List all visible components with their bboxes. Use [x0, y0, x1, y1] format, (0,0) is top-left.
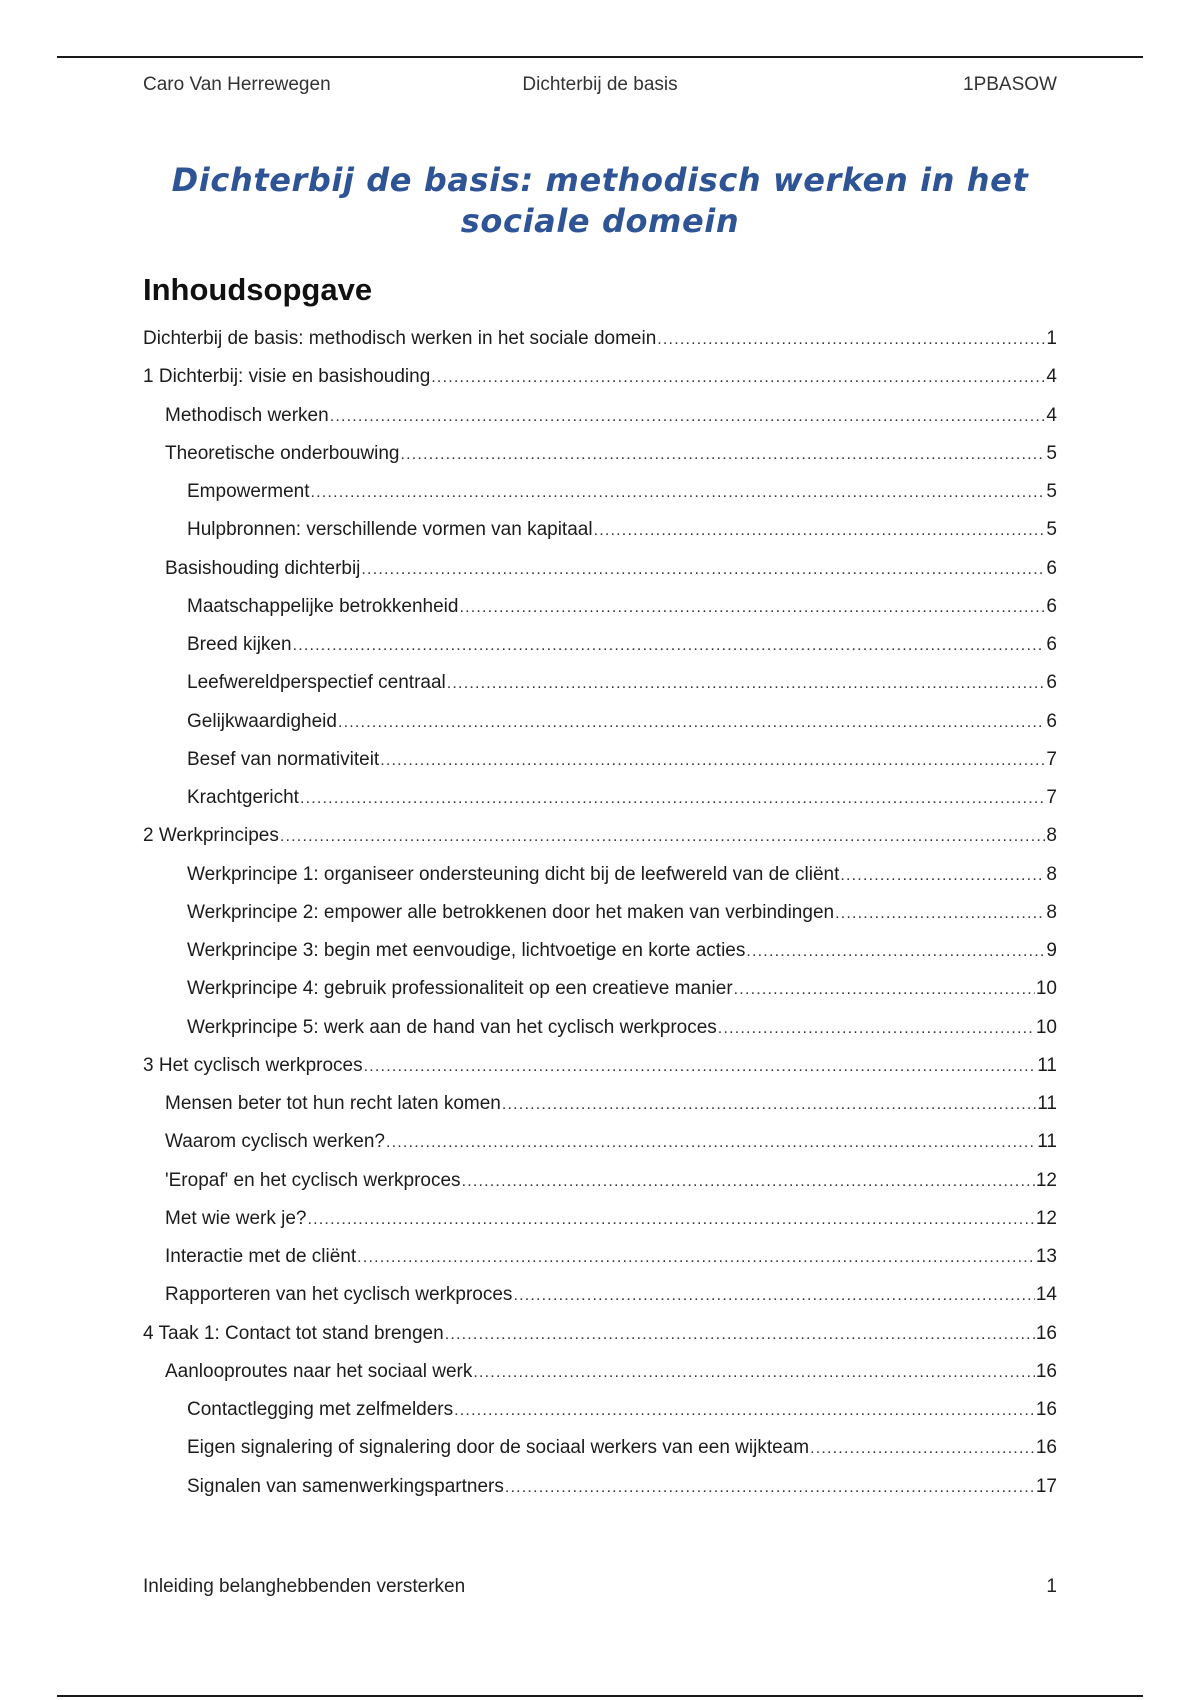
page-footer: [143, 1576, 1057, 1602]
toc-entry[interactable]: [165, 1359, 1057, 1385]
toc-dot-leader: [810, 1436, 1035, 1462]
toc-dot-leader: [386, 1130, 1036, 1156]
toc-entry[interactable]: [187, 976, 1057, 1002]
toc-entry[interactable]: [187, 785, 1057, 811]
toc-entry[interactable]: [165, 1129, 1057, 1155]
toc-entry-page: 6: [1046, 711, 1057, 732]
toc-dot-leader: [459, 595, 1045, 621]
toc-entry-page: 16: [1035, 1399, 1057, 1420]
toc-entry-page: 4: [1046, 366, 1057, 387]
toc-entry-label: Leefwereldperspectief centraal: [187, 672, 446, 693]
toc-entry[interactable]: [165, 1244, 1057, 1270]
toc-entry-page: 10: [1035, 1017, 1057, 1038]
toc-entry-label: Aanlooproutes naar het sociaal werk: [165, 1361, 473, 1382]
toc-entry-page: 6: [1046, 596, 1057, 617]
toc-entry-label: Werkprincipe 1: organiseer ondersteuning dicht bij de leefwereld van de cliënt: [187, 864, 840, 885]
toc-entry-label: Gelijkwaardigheid: [187, 711, 337, 732]
toc-entry[interactable]: [143, 1053, 1057, 1079]
toc-entry-label: Mensen beter tot hun recht laten komen: [165, 1093, 501, 1114]
toc-dot-leader: [454, 1398, 1035, 1424]
toc-entry-label: Krachtgericht: [187, 787, 299, 808]
toc-entry-page: 8: [1046, 864, 1057, 885]
toc-entry-page: 8: [1046, 902, 1057, 923]
toc-entry[interactable]: [187, 632, 1057, 658]
toc-entry[interactable]: [187, 479, 1057, 505]
toc-entry[interactable]: [143, 326, 1057, 352]
toc-entry-page: 5: [1046, 481, 1057, 502]
toc-entry[interactable]: [187, 594, 1057, 620]
toc-entry[interactable]: [143, 364, 1057, 390]
toc-entry[interactable]: [165, 1091, 1057, 1117]
toc-dot-leader: [473, 1360, 1035, 1386]
toc-entry-label: Hulpbronnen: verschillende vormen van kapitaal: [187, 519, 593, 540]
toc-entry-label: 'Eropaf' en het cyclisch werkproces: [165, 1170, 461, 1191]
toc-entry-label: Contactlegging met zelfmelders: [187, 1399, 454, 1420]
toc-entry-label: 4 Taak 1: Contact tot stand brengen: [143, 1323, 444, 1344]
toc-dot-leader: [502, 1092, 1036, 1118]
toc-dot-leader: [840, 863, 1045, 889]
toc-dot-leader: [594, 518, 1046, 544]
toc-entry-page: 16: [1035, 1437, 1057, 1458]
toc-entry[interactable]: [187, 862, 1057, 888]
footer-section-title: Inleiding belanghebbenden versterken: [143, 1576, 466, 1597]
toc-entry-page: 4: [1046, 405, 1057, 426]
toc-entry-page: 5: [1046, 519, 1057, 540]
toc-entry-page: 8: [1046, 825, 1057, 846]
toc-dot-leader: [308, 1207, 1035, 1233]
toc-entry-page: 6: [1046, 558, 1057, 579]
toc-dot-leader: [505, 1475, 1035, 1501]
footer-page-number: 1: [1046, 1576, 1057, 1597]
toc-dot-leader: [746, 939, 1045, 965]
toc-entry-label: Eigen signalering of signalering door de sociaal werkers van een wijkteam: [187, 1437, 810, 1458]
toc-entry-label: 2 Werkprincipes: [143, 825, 279, 846]
toc-dot-leader: [280, 824, 1046, 850]
toc-entry[interactable]: [187, 1015, 1057, 1041]
toc-entry-label: Interactie met de cliënt: [165, 1246, 357, 1267]
toc-dot-leader: [293, 633, 1046, 659]
toc-dot-leader: [718, 1016, 1035, 1042]
toc-entry-page: 14: [1035, 1284, 1057, 1305]
toc-entry-label: Werkprincipe 2: empower alle betrokkenen door het maken van verbindingen: [187, 902, 835, 923]
toc-dot-leader: [300, 786, 1045, 812]
toc-entry[interactable]: [187, 747, 1057, 773]
toc-dot-leader: [835, 901, 1045, 927]
toc-entry-page: 11: [1037, 1131, 1057, 1152]
toc-dot-leader: [357, 1245, 1035, 1271]
toc-dot-leader: [447, 671, 1046, 697]
toc-dot-leader: [513, 1283, 1034, 1309]
toc-dot-leader: [445, 1322, 1035, 1348]
toc-entry-label: Basishouding dichterbij: [165, 558, 361, 579]
toc-entry[interactable]: [187, 938, 1057, 964]
toc-entry[interactable]: [165, 441, 1057, 467]
toc-entry-page: 16: [1035, 1361, 1057, 1382]
toc-dot-leader: [361, 557, 1045, 583]
header-course-code: 1PBASOW: [963, 74, 1057, 95]
toc-entry-label: Rapporteren van het cyclisch werkproces: [165, 1284, 513, 1305]
toc-entry-page: 9: [1046, 940, 1057, 961]
toc-entry-label: Breed kijken: [187, 634, 292, 655]
toc-dot-leader: [657, 327, 1045, 353]
toc-dot-leader: [431, 365, 1045, 391]
toc-entry-label: Theoretische onderbouwing: [165, 443, 400, 464]
toc-entry-page: 11: [1037, 1093, 1057, 1114]
toc-dot-leader: [364, 1054, 1037, 1080]
toc-entry-label: Werkprincipe 5: werk aan de hand van het cyclisch werkproces: [187, 1017, 717, 1038]
toc-entry[interactable]: [143, 823, 1057, 849]
toc-entry-page: 10: [1035, 978, 1057, 999]
toc-entry-label: Maatschappelijke betrokkenheid: [187, 596, 459, 617]
toc-entry-label: Methodisch werken: [165, 405, 329, 426]
toc-dot-leader: [734, 977, 1035, 1003]
toc-dot-leader: [338, 710, 1045, 736]
toc-entry-label: Besef van normativiteit: [187, 749, 380, 770]
toc-entry-label: Met wie werk je?: [165, 1208, 307, 1229]
toc-entry-label: 1 Dichterbij: visie en basishouding: [143, 366, 431, 387]
toc-entry[interactable]: [165, 556, 1057, 582]
toc-entry-page: 6: [1046, 634, 1057, 655]
toc-dot-leader: [380, 748, 1045, 774]
toc-dot-leader: [401, 442, 1046, 468]
toc-entry-label: Waarom cyclisch werken?: [165, 1131, 385, 1152]
toc-entry-page: 6: [1046, 672, 1057, 693]
toc-entry-label: Werkprincipe 3: begin met eenvoudige, lichtvoetige en korte acties: [187, 940, 746, 961]
toc-entry-page: 1: [1046, 328, 1057, 349]
toc-entry-page: 12: [1035, 1208, 1057, 1229]
toc-entry-page: 5: [1046, 443, 1057, 464]
toc-entry[interactable]: [187, 670, 1057, 696]
toc-entry-page: 13: [1035, 1246, 1057, 1267]
toc-entry-page: 7: [1046, 787, 1057, 808]
toc-dot-leader: [462, 1169, 1035, 1195]
footer-rule: [57, 1695, 1143, 1697]
toc-heading: Inhoudsopgave: [143, 272, 373, 307]
toc-entry-page: 12: [1035, 1170, 1057, 1191]
toc-entry[interactable]: [187, 517, 1057, 543]
toc-entry-page: 11: [1037, 1055, 1057, 1076]
header-doc-title: Dichterbij de basis: [522, 74, 678, 95]
toc-entry-page: 17: [1035, 1476, 1057, 1497]
toc-dot-leader: [330, 404, 1046, 430]
toc-entry[interactable]: [143, 1321, 1057, 1347]
toc-entry[interactable]: [165, 1168, 1057, 1194]
toc-entry[interactable]: [187, 1474, 1057, 1500]
toc-entry[interactable]: [187, 709, 1057, 735]
toc-entry[interactable]: [165, 403, 1057, 429]
toc-entry-label: Signalen van samenwerkingspartners: [187, 1476, 504, 1497]
toc-entry-page: 16: [1035, 1323, 1057, 1344]
toc-entry-page: 7: [1046, 749, 1057, 770]
toc-entry-label: Empowerment: [187, 481, 310, 502]
toc-dot-leader: [311, 480, 1046, 506]
document-title: Dichterbij de basis: methodisch werken in het sociale domein: [171, 161, 1029, 240]
toc-entry-label: Werkprincipe 4: gebruik professionaliteit op een creatieve manier: [187, 978, 733, 999]
toc-entry[interactable]: [187, 1397, 1057, 1423]
toc-entry[interactable]: [187, 1435, 1057, 1461]
toc-entry-label: Dichterbij de basis: methodisch werken in het sociale domein: [143, 328, 657, 349]
toc-entry[interactable]: [165, 1282, 1057, 1308]
toc-entry[interactable]: [187, 900, 1057, 926]
toc-entry[interactable]: [165, 1206, 1057, 1232]
header-author: Caro Van Herrewegen: [143, 74, 331, 95]
toc-entry-label: 3 Het cyclisch werkproces: [143, 1055, 363, 1076]
